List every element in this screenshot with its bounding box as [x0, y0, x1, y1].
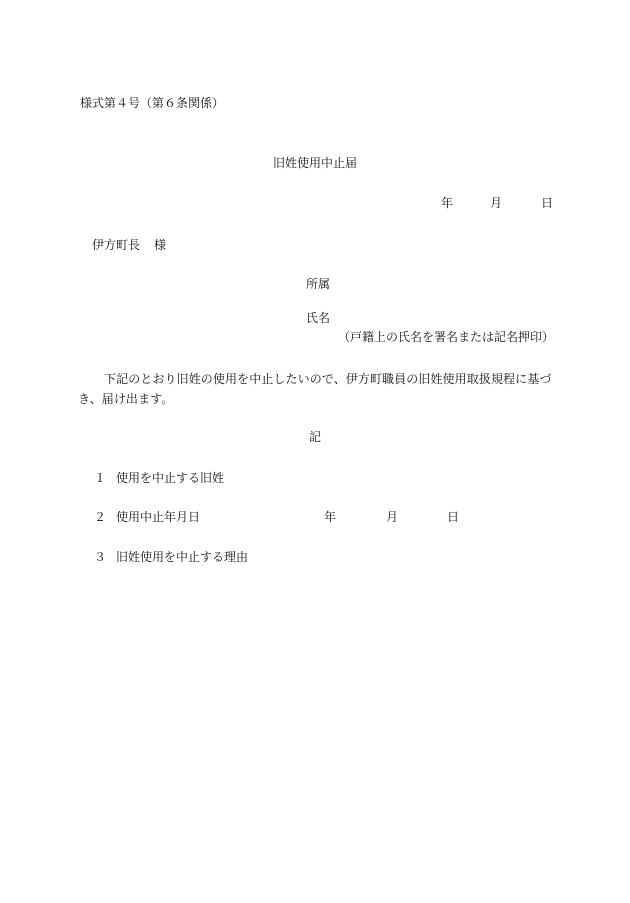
item-discontinuation-reason	[94, 551, 248, 563]
date-day-label: 日	[541, 196, 554, 210]
item-number: １	[94, 471, 107, 485]
item2-month-label: 月	[386, 510, 399, 524]
date-month-label: 月	[490, 196, 503, 210]
item-label: 旧姓使用を中止する理由	[116, 550, 249, 564]
form-number: 様式第４号（第６条関係）	[80, 96, 225, 110]
item2-year-label: 年	[324, 510, 337, 524]
item-number: ２	[94, 510, 107, 524]
addressee-honorific: 様	[154, 238, 167, 252]
item-number: ３	[94, 550, 107, 564]
signature-note: （戸籍上の氏名を署名または記名押印）	[338, 330, 555, 344]
affiliation-label: 所属	[306, 277, 331, 291]
item-label: 使用を中止する旧姓	[116, 471, 225, 485]
ki-heading: 記	[308, 430, 321, 444]
item-label: 使用中止年月日	[116, 510, 201, 524]
date-year-label: 年	[441, 196, 454, 210]
item-discontinuation-date	[94, 511, 200, 523]
body-text: 下記のとおり旧姓の使用を中止したいので、伊方町職員の旧姓使用取扱規程に基づき、届け出ます。	[78, 372, 552, 406]
item2-day-label: 日	[447, 510, 460, 524]
name-label: 氏名	[306, 311, 331, 325]
addressee	[92, 239, 166, 251]
document-title: 旧姓使用中止届	[272, 156, 357, 170]
item-discontinued-maiden-name	[94, 472, 224, 484]
addressee-name: 伊方町長	[92, 238, 141, 252]
